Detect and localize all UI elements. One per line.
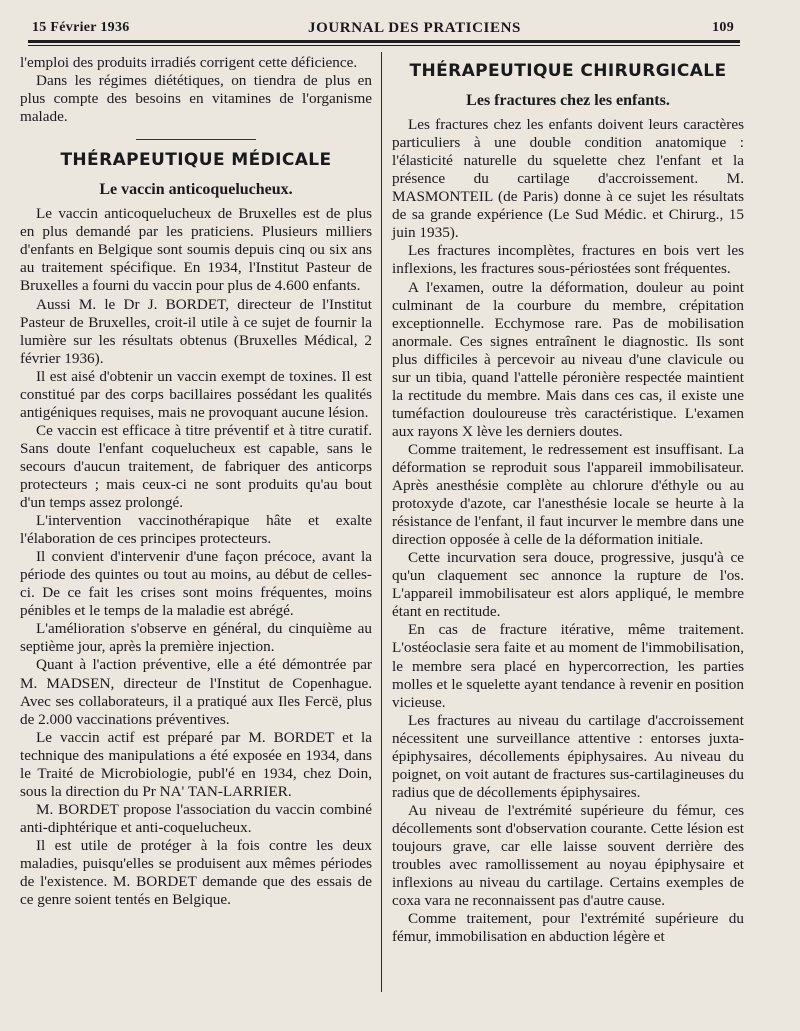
article-title-vaccin: Le vaccin anticoquelucheux. [99, 181, 293, 199]
paragraph: Les fractures au niveau du cartilage d'accroissement nécessitent une surveillance attentive : entorses juxta-épiphysaires, décollements épiphysaires. Au niveau du poignet, on voit autant de fractures sus-cartilagineuses du radius que de décollements épiphysaires. [392, 711, 744, 801]
issue-date: 15 Février 1936 [32, 20, 130, 35]
journal-name: JOURNAL DES PRATICIENS [308, 20, 521, 36]
paragraph: Les fractures incomplètes, fractures en bois vert les inflexions, les fractures sous-périostées sont fréquentes. [392, 242, 744, 278]
section-divider [136, 139, 256, 140]
paragraph: A l'examen, outre la déformation, douleur au point culminant de la courbure du membre, crépitation exceptionnelle. Ecchymose rare. Pas de mobilisation anormale. Ces signes entraînent le diagnostic. Ils sont plus difficiles à percevoir au niveau d'une clavicule ou sur un tibia, quand l'attelle péronière respectée maintient la rectitude du membre. Mais dans ces cas, il existe une tuméfaction douloureuse très caractéristique. L'examen aux rayons X lève les derniers doutes. [392, 278, 744, 440]
page-number: 109 [712, 20, 734, 35]
paragraph: L'intervention vaccinothérapique hâte et exalte l'élaboration de ces principes protecteurs. [20, 512, 372, 548]
paragraph: Aussi M. le Dr J. BORDET, directeur de l'Institut Pasteur de Bruxelles, croit-il utile à ce sujet de fournir la lumière sur les résultats obtenus (Bruxelles Médical, 2 février 1936). [20, 295, 372, 367]
paragraph: Il convient d'intervenir d'une façon précoce, avant la période des quintes ou tout au moins, au début de celles-ci. De ce fait les crises sont moins fréquentes, moins pénibles et le temps de la maladie est abrégé. [20, 548, 372, 620]
left-column [20, 54, 372, 909]
intro-paragraph-2: Dans les régimes diététiques, on tiendra de plus en plus compte des besoins en vitamines de l'organisme malade. [20, 72, 372, 126]
section-title-medicale: THÉRAPEUTIQUE MÉDICALE [60, 150, 332, 171]
article-title-fractures: Les fractures chez les enfants. [466, 92, 670, 110]
paragraph: Quant à l'action préventive, elle a été démontrée par M. MADSEN, directeur de l'Institut de Copenhague. Avec ses collaborateurs, il a pratiqué aux Iles Fercë, plus de 2.000 vaccinations préventives. [20, 656, 372, 728]
header-rule [28, 40, 740, 43]
paragraph: Le vaccin actif est préparé par M. BORDET et la technique des manipulations a été exposée en 1934, dans le Traité de Microbiologie, publ'é en 1934, chez Doin, sous la direction du Pr NA' TAN-LARRIER. [20, 728, 372, 800]
paragraph: Il est aisé d'obtenir un vaccin exempt de toxines. Il est constitué par des corps bacillaires possédant les qualités antigéniques requises, mais ne provoquant aucune lésion. [20, 367, 372, 421]
section-title-chirurgicale: THÉRAPEUTIQUE CHIRURGICALE [409, 61, 727, 81]
paragraph: En cas de fracture itérative, même traitement. L'ostéoclasie sera faite et au moment de l'immobilisation, le membre sera placé en hypercorrection, les parties molles et le squelette ayant tendance à revenir en position vicieuse. [392, 621, 744, 711]
paragraph: L'amélioration s'observe en général, du cinquième au septième jour, après la première injection. [20, 620, 372, 656]
paragraph: Comme traitement, pour l'extrémité supérieure du fémur, immobilisation en abduction légère et [392, 910, 744, 946]
intro-paragraph-1: l'emploi des produits irradiés corrigent cette déficience. [20, 54, 358, 71]
paragraph: Il est utile de protéger à la fois contre les deux maladies, puisqu'elles se produisent aux mêmes périodes de l'existence. M. BORDET demande que des essais de ce genre soient tentés en Belgique. [20, 836, 372, 909]
paragraph: Au niveau de l'extrémité supérieure du fémur, ces décollements sont d'observation courante. Cette lésion est toujours grave, car elle laisse souvent derrière des troubles avec ramollissement au noyau épiphysaire et inflexions au niveau du cartilage. Certains exemples de coxa vara ne reconnaissent pas d'autre cause. [392, 801, 744, 910]
paragraph: Comme traitement, le redressement est insuffisant. La déformation se reproduit sous l'appareil immobilisateur. Après anesthésie complète au chlorure d'éthyle ou au protoxyde d'azote, car l'anesthésie locale se heurte à la résistance de l'enfant, il faut incurver le membre dans une direction opposée à celle de la déformation initiale. [392, 440, 744, 549]
paragraph: Cette incurvation sera douce, progressive, jusqu'à ce qu'un claquement sec annonce la rupture de l'os. L'appareil immobilisateur est alors appliqué, le membre étant en rectitude. [392, 549, 744, 621]
paragraph: Les fractures chez les enfants doivent leurs caractères particuliers à une double condition anatomique : l'élasticité naturelle du squelette chez l'enfant et la présence du cartilage d'accroissement. M. MASMONTEIL (de Paris) donne à ce sujet les résultats de sa grande expérience (Le Sud Médic. et Chirurg., 15 juin 1935). [392, 116, 744, 242]
page-header [28, 14, 734, 38]
paragraph: Ce vaccin est efficace à titre préventif et à titre curatif. Sans doute l'enfant coquelucheux est capable, sans le secours d'aucun traitement, de fabriquer des anticorps protecteurs ; mais ceux-ci ne sont produits qu'au bout d'un temps assez prolongé. [20, 421, 372, 512]
column-divider [381, 52, 382, 992]
paragraph: M. BORDET propose l'association du vaccin combiné anti-diphtérique et anti-coquelucheux. [20, 800, 372, 836]
right-column [392, 54, 744, 946]
paragraph: Le vaccin anticoquelucheux de Bruxelles est de plus en plus demandé par les praticiens. Plusieurs milliers d'enfants en Belgique sont soumis depuis cinq ou six ans au traitement spécifique. En 1934, l'Institut Pasteur de Bruxelles a fourni du vaccin pour plus de 4.600 enfants. [20, 205, 372, 295]
